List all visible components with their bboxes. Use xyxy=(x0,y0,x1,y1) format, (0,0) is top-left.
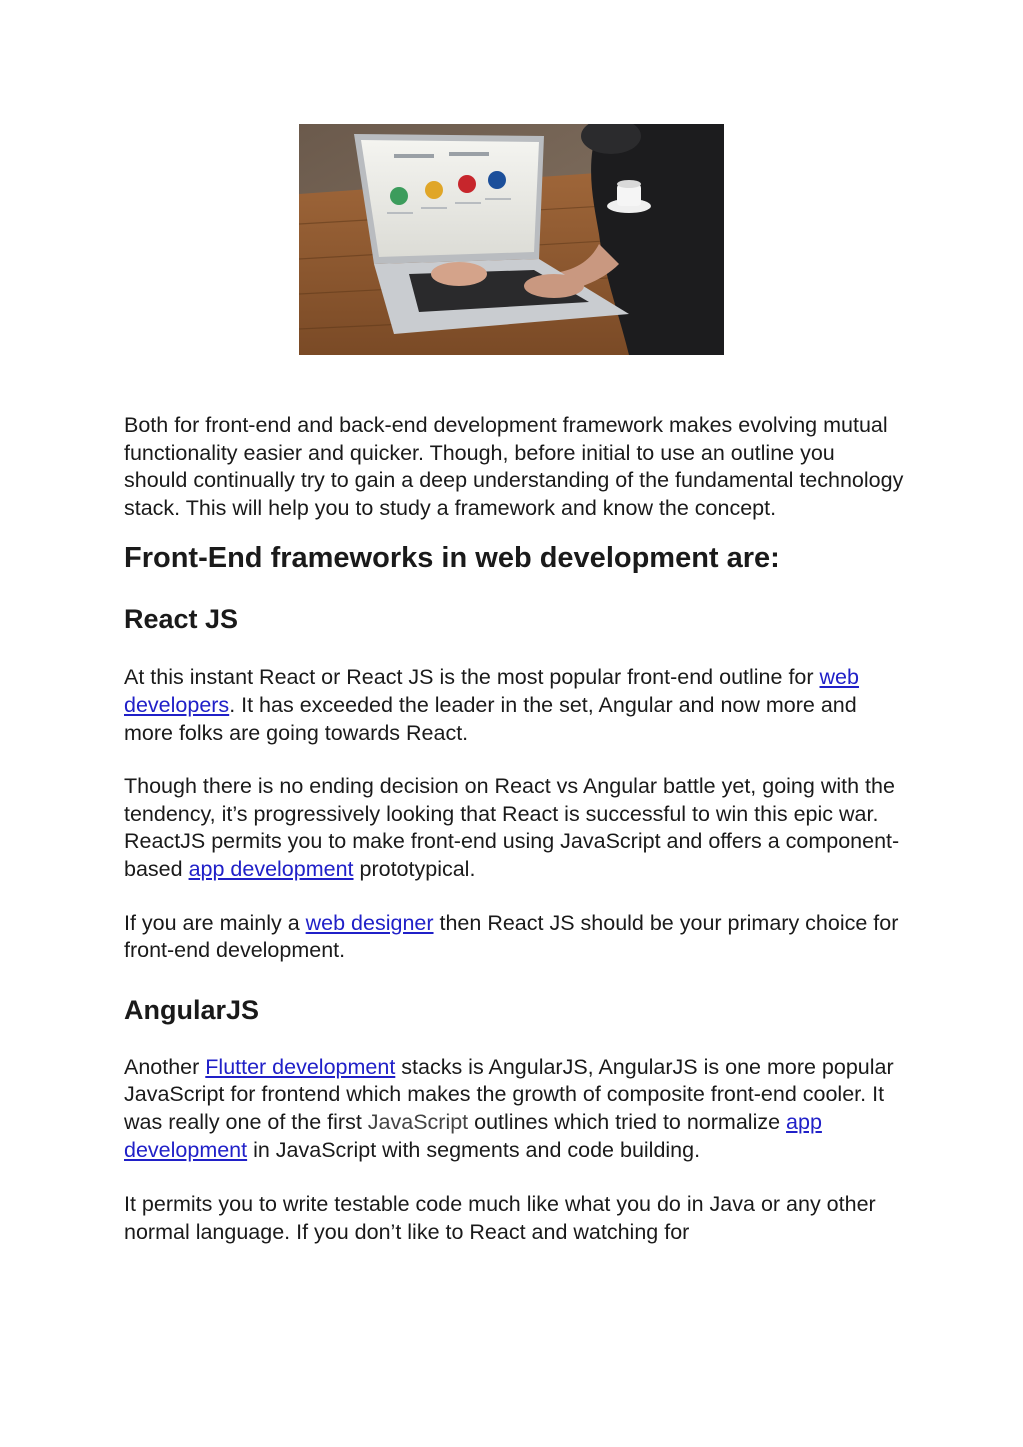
angular-p1-text-1: Another xyxy=(124,1054,206,1079)
app-development-link[interactable]: app development xyxy=(188,856,354,881)
react-p1-text-after: . It has exceeded the leader in the set, Angular and now more and more folks are going towards React. xyxy=(124,692,857,745)
react-p2-text-after: prototypical. xyxy=(353,856,476,881)
angular-p1-text-3: outlines which tried to normalize xyxy=(468,1109,787,1134)
hero-photo xyxy=(299,124,724,355)
angular-p1-text-4: in JavaScript with segments and code building. xyxy=(247,1137,701,1162)
react-p1-text-before: At this instant React or React JS is the most popular front-end outline for xyxy=(124,665,820,690)
intro-paragraph: Both for front-end and back-end development framework makes evolving mutual functionality easier and quicker. Though, before initial to use an outline you should continually try to gain a deep understanding of the fundamental technology stack. This will help you to study a framework and know the concept. xyxy=(124,413,904,520)
react-paragraph-2 xyxy=(124,773,904,883)
web-designer-link[interactable]: web designer xyxy=(305,910,434,935)
frameworks-heading: Front-End frameworks in web development are: xyxy=(124,542,780,575)
react-p3-text-before: If you are mainly a xyxy=(124,910,306,935)
flutter-development-link[interactable]: Flutter development xyxy=(205,1054,396,1079)
react-paragraph-1 xyxy=(124,664,904,747)
react-p2-text-before: Though there is no ending decision on React vs Angular battle yet, going with the tendency, it’s progressively looking that React is successful to win this epic war. ReactJS permits you to make front-end using JavaScript and offers a component-based xyxy=(124,774,900,881)
javascript-muted-text: JavaScript xyxy=(367,1109,469,1134)
web-developers-link[interactable]: web developers xyxy=(124,665,859,717)
article-body xyxy=(124,412,904,1246)
react-paragraph-3 xyxy=(124,910,904,965)
angularjs-paragraph-2: It permits you to write testable code much like what you do in Java or any other normal language. If you don’t like to React and watching for xyxy=(124,1192,876,1244)
react-p3-text-after: then React JS should be your primary choice for front-end development. xyxy=(124,910,899,963)
angularjs-heading: AngularJS xyxy=(124,994,260,1025)
app-development-link-2[interactable]: app development xyxy=(124,1109,822,1162)
angular-p1-text-2: stacks is AngularJS, AngularJS is one more popular JavaScript for frontend which makes the growth of composite front-end cooler. It was really one of the first xyxy=(124,1054,894,1134)
react-heading: React JS xyxy=(124,604,239,635)
angularjs-paragraph-1 xyxy=(124,1054,904,1164)
